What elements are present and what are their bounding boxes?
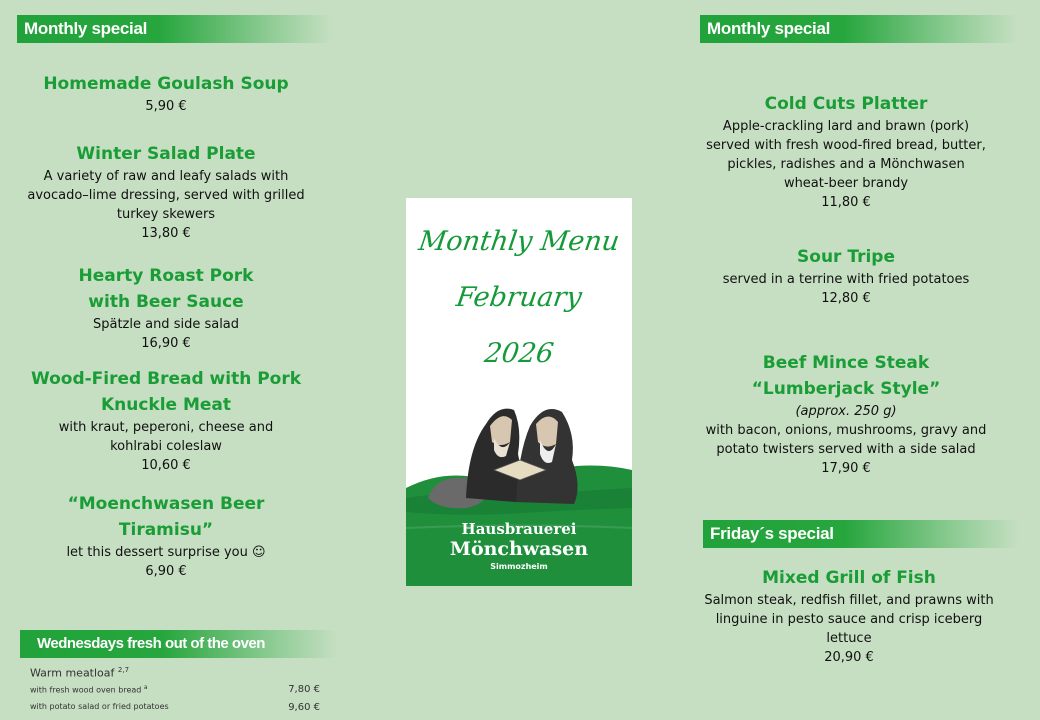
wednesday-heading [30,666,320,680]
item-description: Apple-crackling lard and brawn (pork) served with fresh wood-fired bread, butter, pickles, radishes and a Mönchwasen [706,119,986,172]
item-price: 17,90 € [821,461,871,476]
left-menu-column [20,71,312,581]
item-name: Hearty Roast Pork [78,266,254,286]
brand-line3: Simmozheim [490,562,548,571]
item-description: with bacon, onions, mushrooms, gravy and potato twisters served with a side salad [705,423,987,457]
poster-title-line2: February [454,282,584,313]
poster-title-line1: Monthly Menu [416,226,622,257]
friday-section-header: Friday´s special [703,520,1019,548]
right-section-header: Monthly special [700,15,1018,43]
item-price: 10,60 € [141,458,191,473]
item-price: 11,80 € [821,195,871,210]
wednesday-row [30,702,320,711]
left-section-header: Monthly special [17,15,333,43]
row-label: with fresh wood oven bread [30,685,142,695]
menu-item [20,366,312,475]
item-name-line2: “Lumberjack Style” [751,379,941,399]
item-name-line2: Knuckle Meat [100,395,232,415]
menu-item [700,244,992,308]
item-name: Cold Cuts Platter [764,94,928,114]
item-price: 20,90 € [824,650,874,665]
heading-sup: 2,7 [117,666,130,674]
item-description: Spätzle and side salad [92,317,240,332]
item-price: 12,80 € [821,291,871,306]
item-description: A variety of raw and leafy salads with avocado–lime dressing, served with grilled turkey skewers [27,169,305,222]
row-label-2: or fried potatoes [101,702,169,711]
menu-item [20,263,312,353]
friday-column [703,565,995,667]
item-name: Sour Tripe [797,247,895,267]
right-menu-column [700,91,992,478]
item-name-line2: with Beer Sauce [88,292,244,312]
menu-item [700,350,992,478]
item-price: 6,90 € [145,564,187,579]
item-name: Winter Salad Plate [76,144,256,164]
menu-item [700,91,992,212]
item-price: 5,90 € [145,99,187,114]
monthly-menu-poster [406,198,632,586]
item-price: 16,90 € [141,336,191,351]
menu-item [20,71,312,116]
poster-title-line3: 2026 [482,338,556,369]
item-name: “Moenchwasen Beer Tiramisu” [67,494,265,540]
item-description-2: wheat-beer brandy [783,176,909,191]
item-name: Homemade Goulash Soup [43,74,289,94]
row-sup: a [143,684,148,691]
item-name: Beef Mince Steak [762,353,930,373]
wednesday-row [30,684,320,695]
item-price: 13,80 € [141,226,191,241]
item-name: Mixed Grill of Fish [762,568,936,588]
row-label: with potato salad [30,702,100,711]
item-description: with kraut, peperoni, cheese and kohlrabi coleslaw [58,420,274,454]
item-description: Salmon steak, redfish fillet, and prawns with linguine in pesto sauce and crisp iceberg lettuce [704,593,994,646]
menu-item [20,141,312,243]
menu-item [703,565,995,667]
row-price: 7,80 € [288,684,320,695]
heading-text: Warm meatloaf [30,666,115,680]
item-description: served in a terrine with fried potatoes [722,272,970,287]
item-name: Wood-Fired Bread with Pork [30,369,302,389]
row-price: 9,60 € [288,702,320,713]
item-note: (approx. 250 g) [795,404,897,419]
brand-line1: Hausbrauerei [461,520,577,538]
brand-line2: Mönchwasen [449,538,589,560]
menu-item [20,491,312,581]
item-description: let this dessert surprise you ☺ [66,545,266,560]
wednesday-section-header: Wednesdays fresh out of the oven [20,630,338,658]
